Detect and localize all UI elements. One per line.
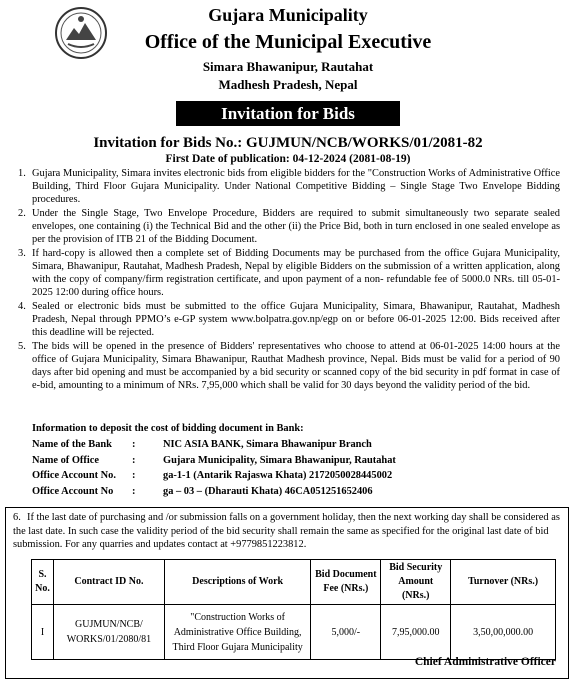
office-name: Office of the Municipal Executive: [144, 31, 432, 53]
list-item: [18, 167, 560, 206]
item-number: 2.: [18, 208, 26, 219]
bank-value: ga – 03 – (Dharauti Khata) 46CA051251652406: [163, 485, 373, 497]
bank-key: Name of Office: [32, 454, 99, 466]
item-text: Gujara Municipality, Simara invites electronic bids from eligible bidders for the "Construction Works of Administrative Office Building, Third Floor Gujara Municipality. Under National Competitive Bidding – Single Stage Two Envelope Bidding procedures.: [32, 168, 560, 205]
signature: Chief Administrative Officer: [414, 656, 556, 668]
item-6: [13, 511, 561, 552]
cell-contract-id: GUJMUN/NCB/ WORKS/01/2080/81: [53, 605, 164, 660]
list-item: [18, 207, 560, 246]
bank-info-title: Information to deposit the cost of bidding document in Bank:: [32, 423, 304, 434]
cell-turnover: 3,50,00,000.00: [451, 605, 556, 660]
cell-description: "Construction Works of Administrative Office Building, Third Floor Gujara Municipality: [164, 605, 311, 660]
table-row: [32, 455, 396, 471]
org-name: Gujara Municipality: [208, 5, 368, 25]
header-contract-id: Contract ID No.: [53, 560, 164, 605]
header-sno: S. No.: [32, 560, 54, 605]
address-line-2: Madhesh Pradesh, Nepal: [218, 77, 358, 92]
bank-separator: :: [132, 454, 136, 466]
title-banner: Invitation for Bids: [176, 101, 400, 126]
header-bid-security: Bid Security Amount (NRs.): [381, 560, 451, 605]
table-row: [32, 605, 556, 660]
publication-date: First Date of publication: 04-12-2024 (2081-08-19): [165, 153, 411, 165]
bank-separator: :: [132, 439, 136, 450]
item-text: Under the Single Stage, Two Envelope Procedure, Bidders are required to submit simultaneously two separate sealed envelopes, one containing (i) the Technical Bid and the other (ii) the Price Bid, both in turn enclosed in one sealed envelope as per the provision of ITB 21 of the Bidding Document.: [32, 208, 560, 245]
item-number: 3.: [18, 248, 26, 259]
cell-bid-security: 7,95,000.00: [381, 605, 451, 660]
item-text: The bids will be opened in the presence of Bidders' representatives who choose to attend at 06-01-2025 14:00 hours at the office of Gujara Municipality, Simara Bhawanipur, Rauthat Madhesh province, Nepal. Bids must be valid for a period of 90 days after bid opening and must be accompanied by a bid security or scanned copy of the bid security in pdf format in case of e-bid, amounting to a minimum of NRs. 7,95,000 which shall be valid for 30 days beyond the validity period of the bid.: [32, 341, 560, 391]
bank-value: ga-1-1 (Antarik Rajaswa Khata) 2172050028445002: [163, 470, 393, 482]
notice-reference: Invitation for Bids No.: GUJMUN/NCB/WORKS/01/2081-82: [93, 135, 483, 151]
header-bid-fee: Bid Document Fee (NRs.): [311, 560, 381, 605]
item-text: Sealed or electronic bids must be submitted to the office Gujara Municipality, Simara, Bhawanipur, Rautahat, Madhesh Pradesh, Nepal through PPMO’s e-GP system www.bolpatra.gov.np/egp on or before 06-01-2025 12:00. Bids received after this deadline will be rejected.: [32, 301, 560, 338]
header-description: Descriptions of Work: [164, 560, 311, 605]
bank-key: Office Account No: [32, 485, 114, 497]
table-row: [32, 486, 396, 502]
item-number: 5.: [18, 341, 26, 352]
list-item: [18, 340, 560, 392]
item-number: 1.: [18, 168, 26, 179]
list-item: [18, 300, 560, 339]
item-text: If hard-copy is allowed then a complete set of Bidding Documents may be purchased from the office Gujara Municipality, Simara, Bhawanipur, Rautahat, Madhesh Pradesh, Nepal by eligible Bidders on the submission of a written application, along with the copy of company/firm registration certificate, and upon payment of a non- refundable fee of 5000.0 NRs. till 05-01-2025 12:00 during office hours.: [32, 248, 560, 298]
table-header-row: [32, 560, 556, 605]
bank-separator: :: [132, 470, 136, 482]
bank-key: Office Account No.: [32, 470, 116, 482]
notice-items: [18, 167, 560, 393]
cell-bid-fee: 5,000/-: [311, 605, 381, 660]
bank-info-table: [32, 439, 396, 501]
bank-value: NIC ASIA BANK, Simara Bhawanipur Branch: [163, 439, 372, 450]
bank-key: Name of the Bank: [32, 439, 112, 450]
item-number: 6.: [13, 512, 21, 523]
bid-table: [31, 559, 556, 660]
item-text: If the last date of purchasing and /or submission falls on a government holiday, then the next working day shall be considered as the last date. In such case the validity period of the bid security shall remain the same as specified for the original last date of bid submission. For any quarries and updates contact at +9779851223812.: [13, 512, 560, 550]
list-item: [18, 247, 560, 299]
cell-sno: I: [32, 605, 54, 660]
table-row: [32, 439, 396, 455]
item-number: 4.: [18, 301, 26, 312]
bank-separator: :: [132, 485, 136, 497]
bank-value: Gujara Municipality, Simara Bhawanipur, Rautahat: [163, 454, 396, 466]
header-turnover: Turnover (NRs.): [451, 560, 556, 605]
table-row: [32, 470, 396, 486]
address-line-1: Simara Bhawanipur, Rautahat: [202, 59, 374, 74]
